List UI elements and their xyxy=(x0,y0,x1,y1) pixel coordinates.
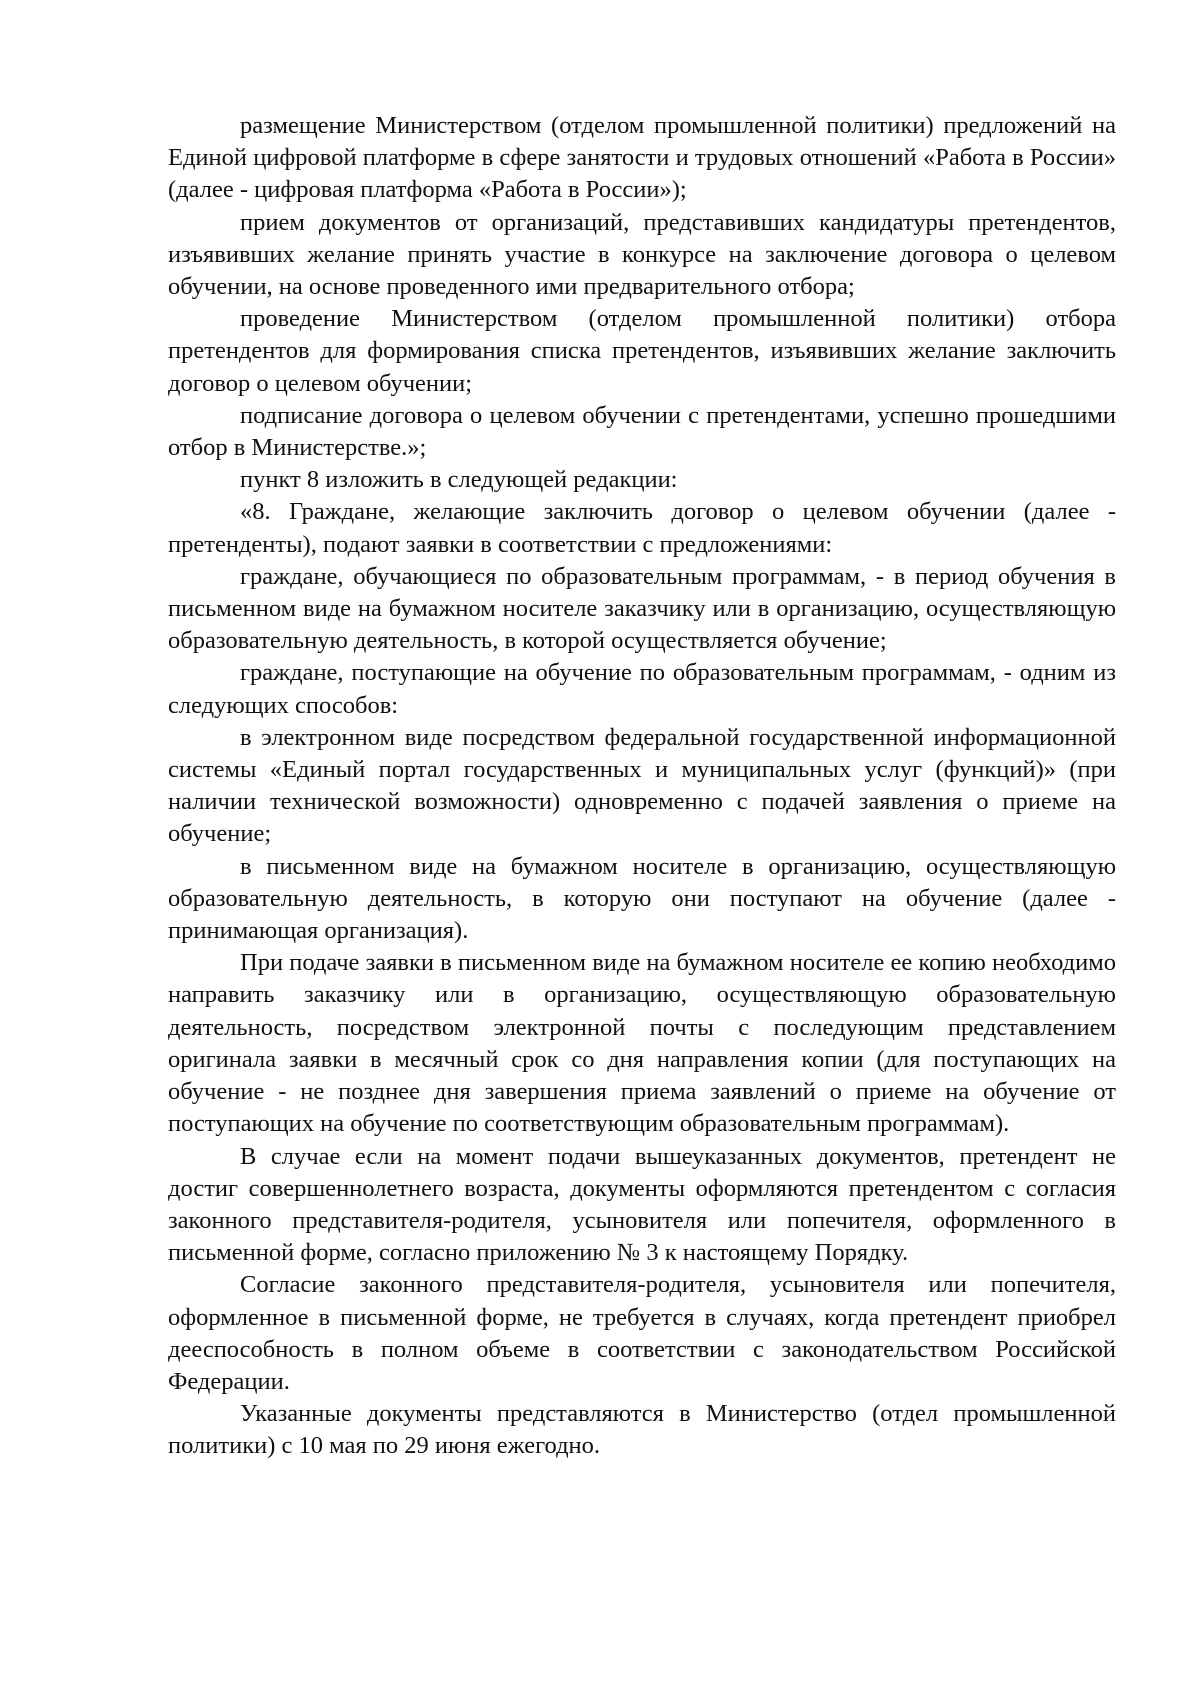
paragraph-students-applications: граждане, обучающиеся по образовательным программам, - в период обучения в письменном виде на бумажном носителе заказчику или в организацию, осуществляющую образовательную деятельность, в которой осуществляется обучение; xyxy=(168,562,1116,655)
paragraph-candidate-selection: проведение Министерством (отделом промышленной политики) отбора претендентов для формирования списка претендентов, изъявивших желание заключить договор о целевом обучении; xyxy=(168,305,1116,397)
paragraph-item-8-amendment: пункт 8 изложить в следующей редакции: xyxy=(240,466,678,494)
paragraph-electronic-submission: в электронном виде посредством федеральной государственной информационной системы «Единый портал государственных и муниципальных услуг (функций)» (при наличии технической возможности) одновременно с подачей заявления о приеме на обучение; xyxy=(168,723,1116,848)
paragraph-contract-signing: подписание договора о целевом обучении с претендентами, успешно прошедшими отбор в Министерстве.»; xyxy=(168,401,1116,462)
document-body xyxy=(168,110,1116,1463)
paragraph-submission-period: Указанные документы представляются в Министерство (отдел промышленной политики) с 10 мая по 29 июня ежегодно. xyxy=(168,1400,1116,1460)
paragraph-document-acceptance: прием документов от организаций, представивших кандидатуры претендентов, изъявивших желание принять участие в конкурсе на заключение договора о целевом обучении, на основе проведенного ими предварительного отбора; xyxy=(168,208,1116,301)
paragraph-consent-not-required: Согласие законного представителя-родителя, усыновителя или попечителя, оформленное в письменной форме, не требуется в случаях, когда претендент приобрел дееспособность в полном объеме в соответствии с законодательством Российской Федерации. xyxy=(168,1271,1116,1395)
paragraph-copy-by-email: При подаче заявки в письменном виде на бумажном носителе ее копию необходимо направить заказчику или в организацию, осуществляющую образовательную деятельность, посредством электронной почты с последующим представлением оригинала заявки в месячный срок со дня направления копии (для поступающих на обучение - не позднее дня завершения приема заявлений о приеме на обучение от поступающих на обучение по соответствующим образовательным программам). xyxy=(168,949,1116,1138)
paragraph-applicants-methods: граждане, поступающие на обучение по образовательным программам, - одним из следующих способов: xyxy=(168,659,1116,719)
paragraph-paper-submission: в письменном виде на бумажном носителе в организацию, осуществляющую образовательную деятельность, в которую они поступают на обучение (далее - принимающая организация). xyxy=(168,852,1116,945)
paragraph-minor-consent: В случае если на момент подачи вышеуказанных документов, претендент не достиг совершеннолетнего возраста, документы оформляются претендентом с согласия законного представителя-родителя, усыновителя или попечителя, оформленного в письменной форме, согласно приложению № 3 к настоящему Порядку. xyxy=(168,1142,1116,1267)
paragraph-item-8-text: «8. Граждане, желающие заключить договор о целевом обучении (далее - претенденты), подают заявки в соответствии с предложениями: xyxy=(168,498,1116,558)
paragraph-placement-proposals: размещение Министерством (отделом промышленной политики) предложений на Единой цифровой платформе в сфере занятости и трудовых отношений «Работа в России» (далее - цифровая платформа «Работа в России»); xyxy=(168,112,1116,204)
